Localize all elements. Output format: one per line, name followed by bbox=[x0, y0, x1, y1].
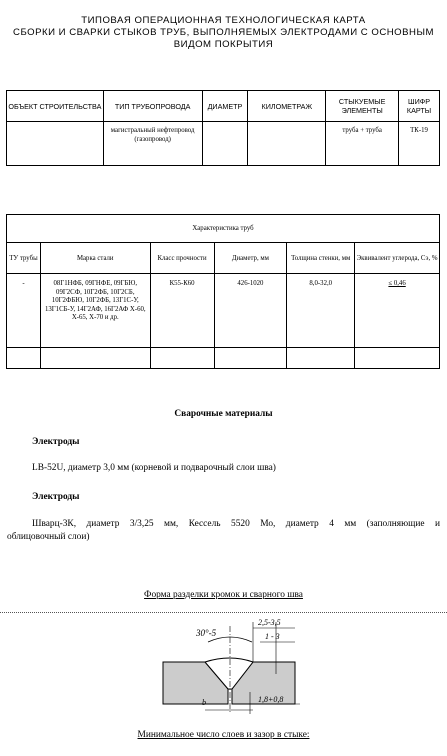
electrodes-label-1: Электроды bbox=[32, 437, 80, 447]
cell-pipe-diameter: 426-1020 bbox=[214, 274, 287, 348]
cell-diameter bbox=[202, 122, 248, 166]
title-line-1: ТИПОВАЯ ОПЕРАЦИОННАЯ ТЕХНОЛОГИЧЕСКАЯ КАРТА bbox=[81, 15, 366, 26]
header-pipe-type: ТИП ТРУБОПРОВОДА bbox=[103, 91, 202, 122]
shape-heading: Форма разделки кромок и сварного шва bbox=[144, 590, 303, 600]
pipe-table-caption: Характеристика труб bbox=[7, 215, 440, 243]
header-diameter: ДИАМЕТР bbox=[202, 91, 248, 122]
layers-heading: Минимальное число слоев и зазор в стыке: bbox=[137, 730, 310, 740]
dim-top: 2,5-3,5 bbox=[258, 618, 281, 627]
title-line-2: СБОРКИ И СВАРКИ СТЫКОВ ТРУБ, ВЫПОЛНЯЕМЫХ ЭЛЕКТРОДАМИ С ОСНОВНЫМ bbox=[13, 27, 434, 38]
electrodes-label-2: Электроды bbox=[32, 492, 80, 502]
cell-joined-elements: труба + труба bbox=[326, 122, 399, 166]
document-title bbox=[0, 15, 447, 51]
cell-object bbox=[7, 122, 104, 166]
electrodes-text-2b: облицовочный слои) bbox=[7, 532, 90, 542]
dim-mid: 1 - 3 bbox=[265, 632, 280, 641]
header-joined-elements: СТЫКУЕМЫЕ ЭЛЕМЕНТЫ bbox=[326, 91, 399, 122]
pipe-table bbox=[6, 214, 440, 369]
header-carbon: Эквивалент углерода, Сэ, % bbox=[355, 243, 440, 274]
title-line-3: ВИДОМ ПОКРЫТИЯ bbox=[173, 39, 274, 50]
materials-heading: Сварочные материалы bbox=[174, 409, 273, 419]
weld-joint-drawing bbox=[0, 614, 447, 734]
cell-steel: 08Г1НФБ, 09ГНФЕ, 09ГБЮ, 09Г2СФ, 10Г2ФБ, 10Г2СБ, 10Г2ФБЮ, 10Г2ФБ, 13Г1С-У, 13Г1СБ-У, 14Г2АФ, 16Г2АФ Х-60, Х-65, Х-70 и др. bbox=[40, 274, 150, 348]
object-table bbox=[6, 90, 440, 166]
header-km: КИЛОМЕТРАЖ bbox=[248, 91, 326, 122]
angle-label: 30°-5 bbox=[196, 628, 217, 638]
header-object: ОБЪЕКТ СТРОИТЕЛЬСТВА bbox=[7, 91, 104, 122]
electrodes-text-1: LB-52U, диаметр 3,0 мм (корневой и подварочный слои шва) bbox=[32, 463, 276, 473]
header-steel: Марка стали bbox=[40, 243, 150, 274]
header-tu: ТУ трубы bbox=[7, 243, 41, 274]
cell-km bbox=[248, 122, 326, 166]
dotted-divider bbox=[0, 612, 447, 613]
cell-pipe-type: магистральный нефтепровод (газопровод) bbox=[103, 122, 202, 166]
dim-bottom: 1,8+0,8 bbox=[258, 695, 284, 704]
cell-card-code: ТК-19 bbox=[399, 122, 440, 166]
cell-tu: - bbox=[7, 274, 41, 348]
header-card-code: ШИФР КАРТЫ bbox=[399, 91, 440, 122]
electrodes-text-2: Шварц-3К, диаметр 3/3,25 мм, Кессель 5520 Мо, диаметр 4 мм (заполняющие и bbox=[32, 519, 440, 529]
dim-b: b bbox=[202, 698, 206, 707]
cell-thickness: 8,0-32,0 bbox=[287, 274, 355, 348]
cell-carbon: ≤ 0,46 bbox=[355, 274, 440, 348]
cell-class: К55-К60 bbox=[150, 274, 214, 348]
header-thickness: Толщина стенки, мм bbox=[287, 243, 355, 274]
header-pipe-diameter: Диаметр, мм bbox=[214, 243, 287, 274]
header-class: Класс прочности bbox=[150, 243, 214, 274]
